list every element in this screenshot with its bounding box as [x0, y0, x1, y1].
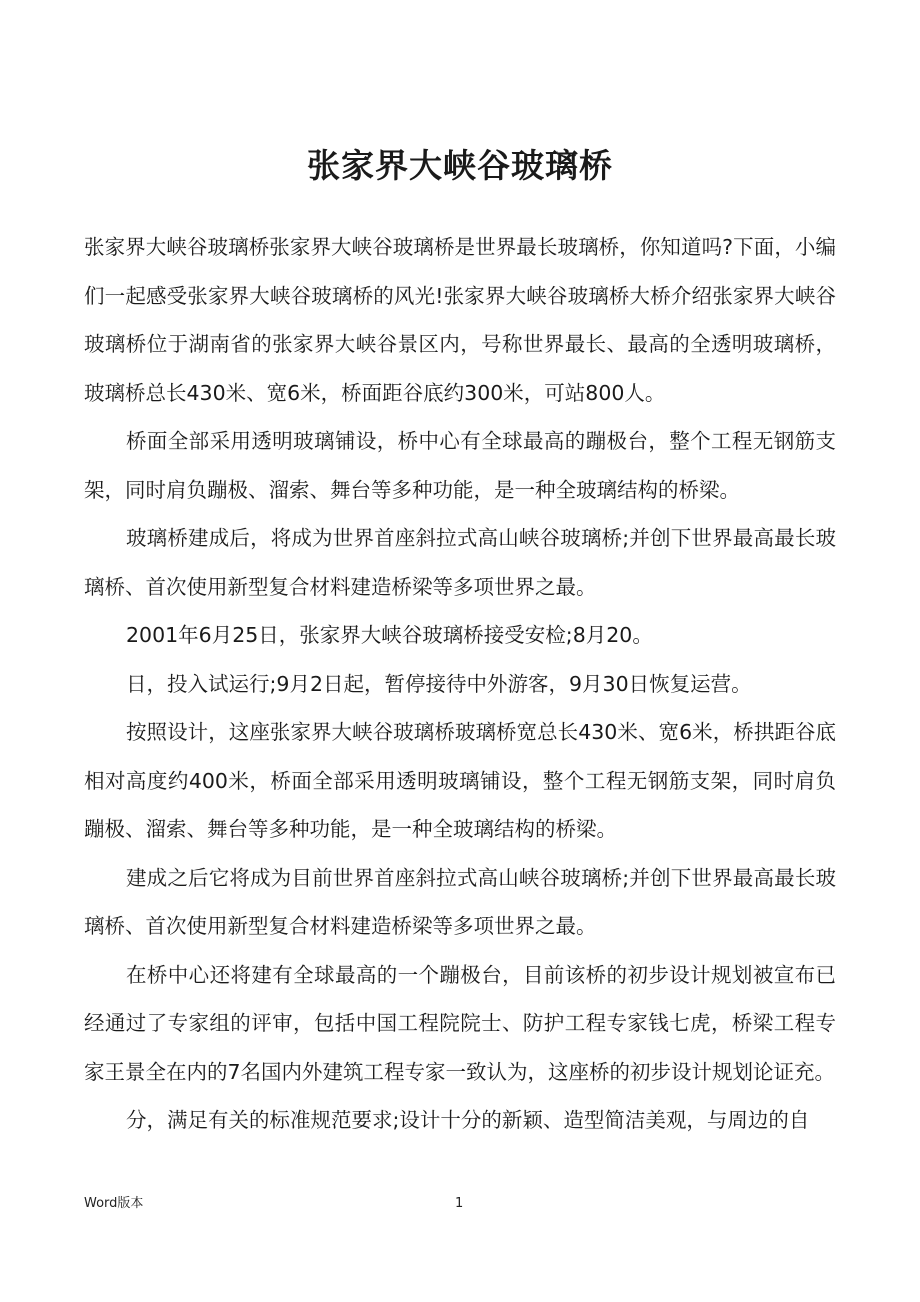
paragraph: 日，投入试运行;9月2日起，暂停接待中外游客，9月30日恢复运营。: [126, 671, 752, 696]
paragraph: 玻璃桥建成后，将成为世界首座斜拉式高山峡谷玻璃桥;并创下世界最高最长玻璃桥、首次使用新型复合材料建造桥梁等多项世界之最。: [84, 526, 836, 599]
paragraph: 2001年6月25日，张家界大峡谷玻璃桥接受安检;8月20。: [126, 623, 653, 647]
paragraph: 分，满足有关的标准规范要求;设计十分的新颖、造型简洁美观，与周边的自: [126, 1108, 810, 1132]
document-title: 张家界大峡谷玻璃桥: [307, 146, 613, 185]
paragraph: 建成之后它将成为目前世界首座斜拉式高山峡谷玻璃桥;并创下世界最高最长玻璃桥、首次使用新型复合材料建造桥梁等多项世界之最。: [84, 865, 836, 938]
paragraph: 桥面全部采用透明玻璃铺设，桥中心有全球最高的蹦极台，整个工程无钢筋支架，同时肩负蹦极、溜索、舞台等多种功能，是一种全玻璃结构的桥梁。: [84, 429, 836, 502]
page-footer: [84, 1193, 836, 1215]
footer-version-label: Word版本: [84, 1196, 144, 1211]
page-number: 1: [455, 1196, 464, 1211]
paragraph: 按照设计，这座张家界大峡谷玻璃桥玻璃桥宽总长430米、宽6米，桥拱距谷底相对高度约400米，桥面全部采用透明玻璃铺设，整个工程无钢筋支架，同时肩负蹦极、溜索、舞台等多种功能，是一种全玻璃结构的桥梁。: [84, 720, 836, 841]
paragraph: 在桥中心还将建有全球最高的一个蹦极台，目前该桥的初步设计规划被宣布已经通过了专家组的评审，包括中国工程院院士、防护工程专家钱七虎，桥梁工程专家王景全在内的7名国内外建筑工程专家一致认为，这座桥的初步设计规划论证充。: [84, 962, 836, 1084]
paragraph-intro: 张家界大峡谷玻璃桥张家界大峡谷玻璃桥是世界最长玻璃桥，你知道吗?下面，小编们一起感受张家界大峡谷玻璃桥的风光!张家界大峡谷玻璃桥大桥介绍张家界大峡谷玻璃桥位于湖南省的张家界大峡谷景区内，号称世界最长、最高的全透明玻璃桥，玻璃桥总长430米、宽6米，桥面距谷底约300米，可站800人。: [84, 235, 836, 405]
document-body: [84, 223, 836, 1145]
